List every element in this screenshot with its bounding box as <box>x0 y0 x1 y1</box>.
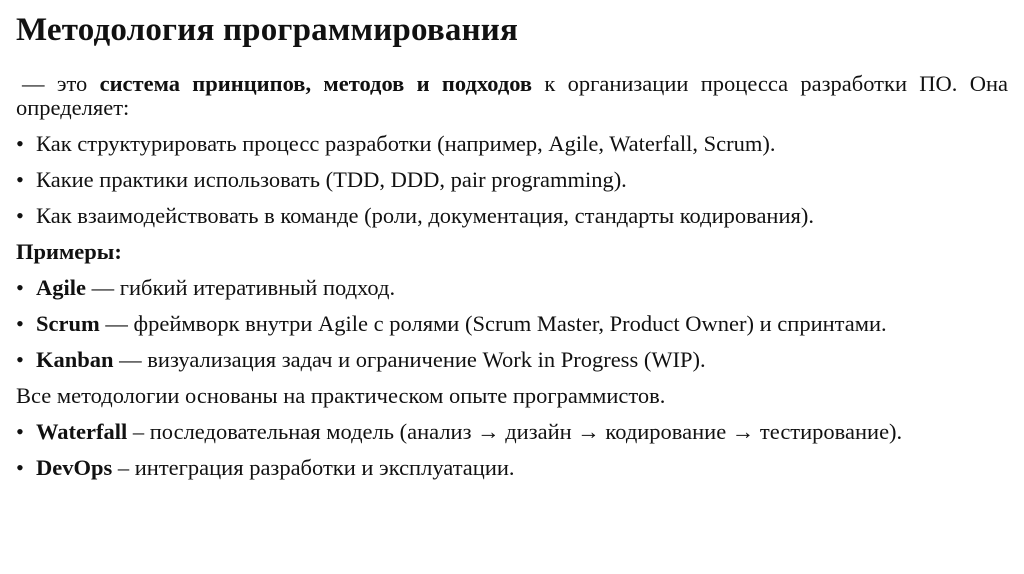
term: Kanban <box>36 347 114 372</box>
term: Waterfall <box>36 419 128 444</box>
list-item <box>16 456 1008 480</box>
term-description: – последовательная модель (анализ → дизайн → кодирование → тестирование). <box>132 419 903 444</box>
definition-rest: к организации процесса разработки ПО. Она определяет: <box>16 71 1009 120</box>
bullet-glyph: • <box>16 311 24 336</box>
list-item-text <box>36 276 1008 300</box>
bullet-glyph: • <box>16 131 24 156</box>
term-description: — гибкий итеративный подход. <box>91 275 396 300</box>
term-description: – интеграция разработки и эксплуатации. <box>117 455 515 480</box>
bullet-glyph: • <box>16 347 24 372</box>
list-item <box>16 132 1008 156</box>
list-item <box>16 276 1008 300</box>
list-item-text <box>36 420 1008 444</box>
term-description: — фреймворк внутри Agile с ролями (Scrum Master, Product Owner) и спринтами. <box>105 311 887 336</box>
definition-lead: — это <box>22 71 88 96</box>
examples-heading: Примеры: <box>16 239 122 264</box>
bullet-glyph: • <box>16 167 24 192</box>
list-item-text: Как структурировать процесс разработки (например, Agile, Waterfall, Scrum). <box>36 131 776 156</box>
list-item <box>16 204 1008 228</box>
list-item-text <box>36 456 1008 480</box>
bullet-glyph: • <box>16 455 24 480</box>
list-item <box>16 348 1008 372</box>
term-description: — визуализация задач и ограничение Work in Progress (WIP). <box>119 347 706 372</box>
bullet-glyph: • <box>16 419 24 444</box>
practice-note: Все методологии основаны на практическом опыте программистов. <box>16 383 666 408</box>
term: Agile <box>36 275 86 300</box>
list-item-text: Как взаимодействовать в команде (роли, документация, стандарты кодирования). <box>36 203 814 228</box>
definition-paragraph <box>16 72 1008 120</box>
list-item-text <box>36 312 1008 336</box>
page-title: Методология программирования <box>16 12 519 48</box>
list-item-text: Какие практики использовать (TDD, DDD, pair programming). <box>36 167 627 192</box>
term: DevOps <box>36 455 113 480</box>
list-item-text <box>36 348 1008 372</box>
bullet-glyph: • <box>16 203 24 228</box>
list-item <box>16 312 1008 336</box>
bullet-glyph: • <box>16 275 24 300</box>
definition-bold: система принципов, методов и подходов <box>99 71 533 96</box>
list-item <box>16 168 1008 192</box>
slide <box>16 8 1008 492</box>
list-item <box>16 420 1008 444</box>
term: Scrum <box>36 311 100 336</box>
